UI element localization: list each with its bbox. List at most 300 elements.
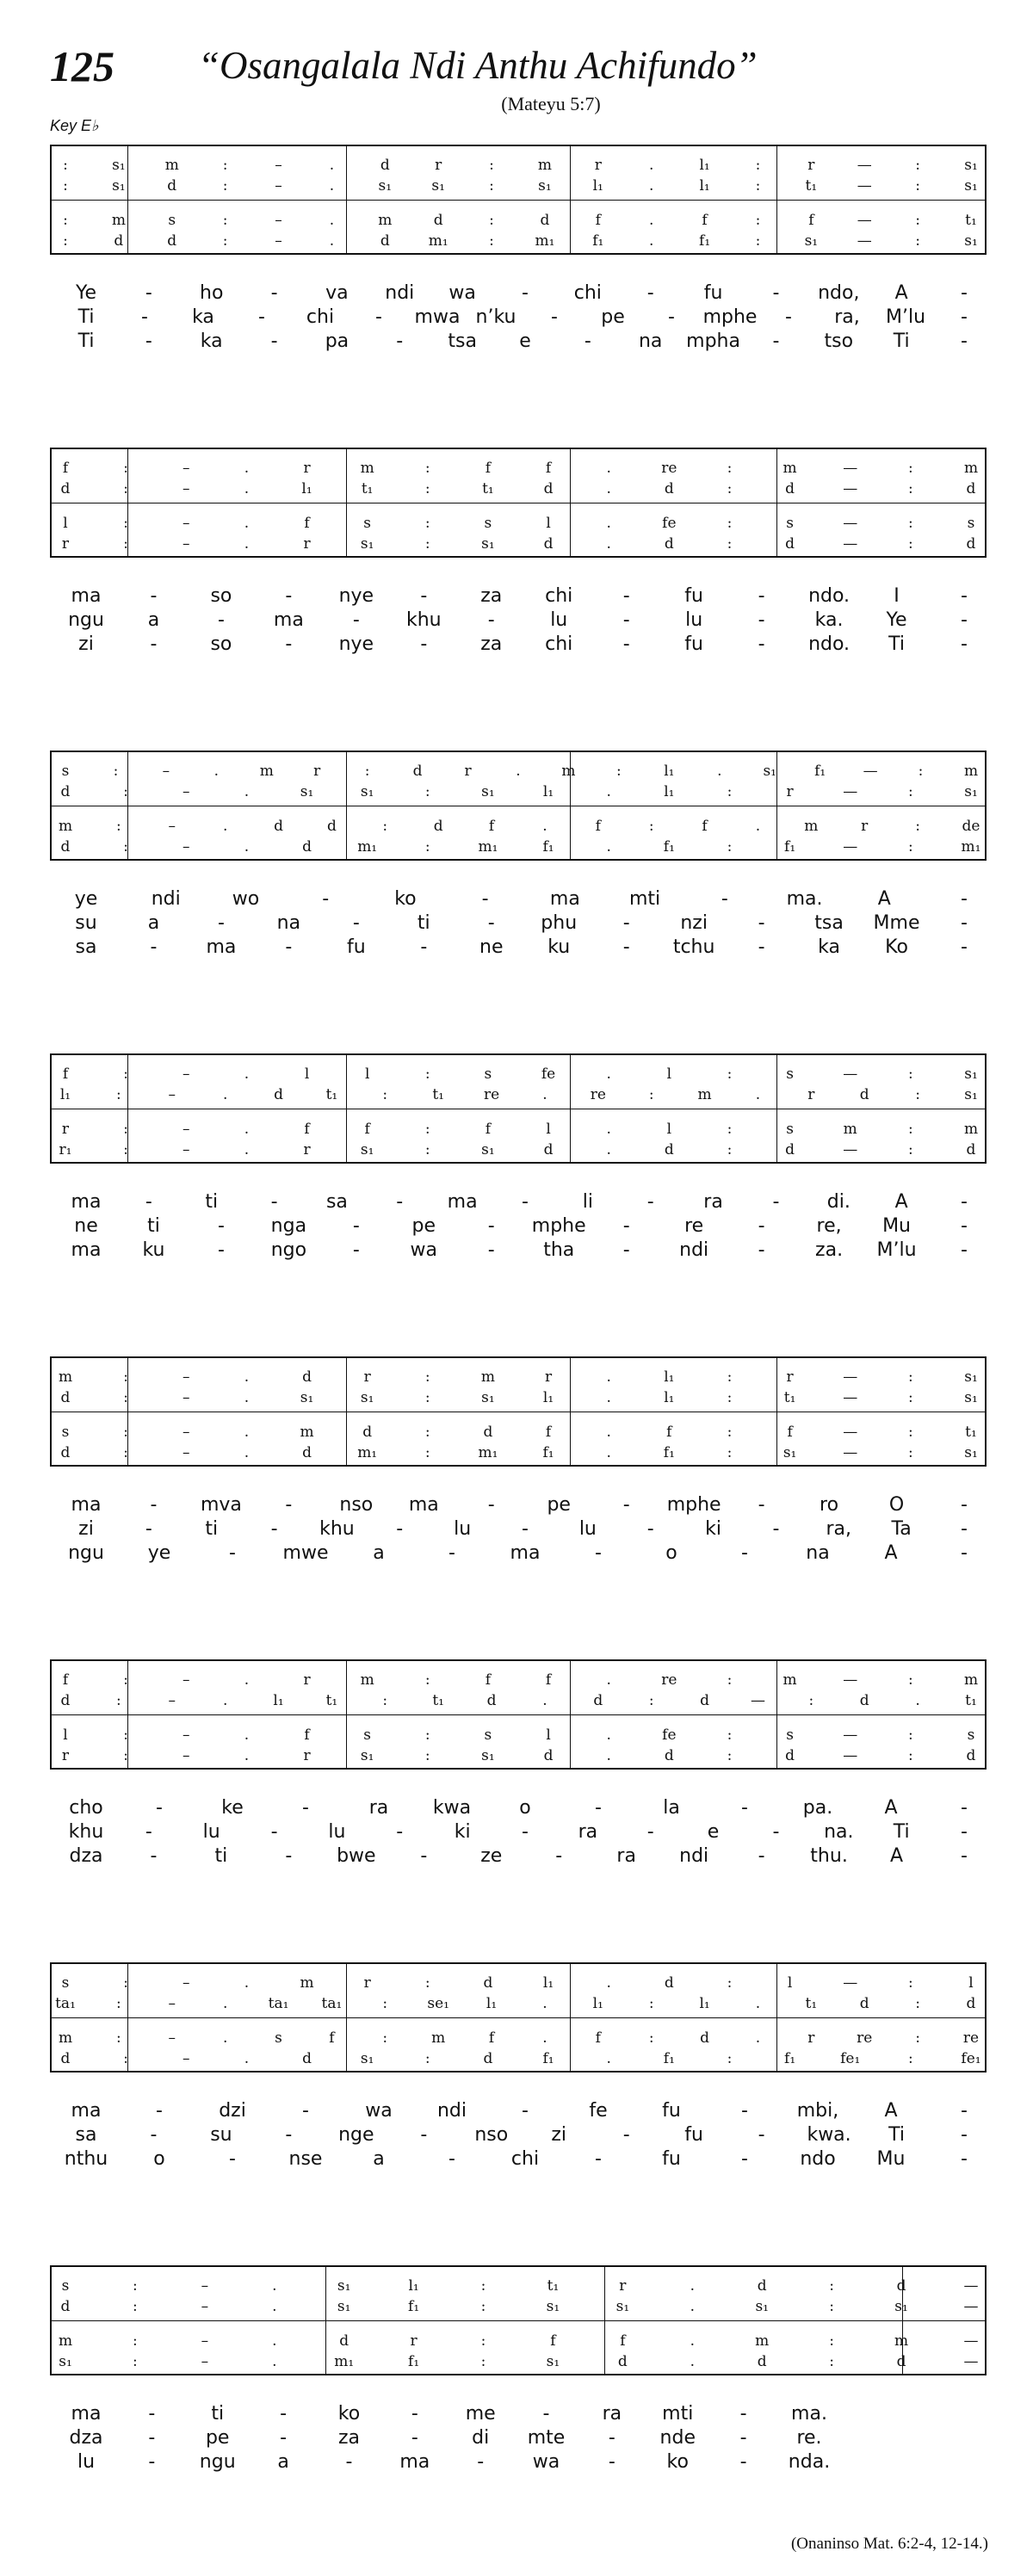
solfa-note: f bbox=[329, 2029, 335, 2047]
lyric-syllable: thu. bbox=[810, 1845, 848, 1867]
solfa-note: : bbox=[382, 1995, 388, 2012]
solfa-note: : bbox=[907, 460, 913, 477]
solfa-note: d bbox=[274, 818, 283, 835]
solfa-note: – bbox=[162, 763, 170, 780]
solfa-note: . bbox=[755, 818, 761, 835]
solfa-note: : bbox=[755, 232, 761, 250]
lyric-syllable: - bbox=[741, 2100, 748, 2122]
solfa-note: m bbox=[360, 460, 374, 477]
solfa-note: l bbox=[787, 1974, 793, 1992]
lyric-syllable: nzi bbox=[680, 912, 708, 934]
solfa-note: – bbox=[275, 177, 282, 195]
solfa-note: l₁ bbox=[542, 783, 554, 800]
solfa-note: : bbox=[907, 1368, 913, 1386]
solfa-note: . bbox=[606, 480, 611, 497]
solfa-note: s₁ bbox=[337, 2298, 351, 2315]
solfa-note: s₁ bbox=[964, 157, 978, 174]
solfa-note: m₁ bbox=[478, 1444, 498, 1461]
solfa-note: : bbox=[907, 1727, 913, 1744]
lyric-syllable: - bbox=[285, 1845, 293, 1867]
lyric-syllable: ra bbox=[602, 2403, 622, 2425]
lyric-syllable: so bbox=[210, 585, 232, 607]
lyric-syllable: pe bbox=[547, 1494, 571, 1516]
solfa-note: l₁ bbox=[699, 1995, 710, 2012]
lyric-syllable: ngu bbox=[68, 1542, 104, 1564]
solfa-note: . bbox=[649, 157, 654, 174]
lyric-syllable: - bbox=[141, 306, 148, 328]
lyric-syllable: fu bbox=[662, 2148, 681, 2170]
solfa-note: l₁ bbox=[408, 2277, 419, 2295]
lyric-syllable: - bbox=[420, 585, 428, 607]
solfa-note: : bbox=[123, 1974, 128, 1992]
solfa-note: s₁ bbox=[804, 232, 819, 250]
lyric-syllable: nde bbox=[659, 2427, 696, 2449]
lyric-syllable: ra bbox=[578, 1821, 598, 1843]
solfa-note: f₁ bbox=[408, 2298, 420, 2315]
lyric-syllable: e bbox=[519, 330, 531, 352]
solfa-note: d bbox=[60, 838, 71, 856]
lyric-syllable: - bbox=[522, 1518, 529, 1540]
solfa-note: – bbox=[182, 1747, 190, 1764]
lyric-syllable: mva bbox=[200, 1494, 242, 1516]
lyric-syllable: ndo bbox=[800, 2148, 836, 2170]
solfa-note: . bbox=[244, 460, 250, 477]
solfa-note: l bbox=[968, 1974, 974, 1992]
lyric-syllable: so bbox=[210, 633, 232, 655]
solfa-note: m bbox=[431, 2029, 446, 2047]
solfa-note: : bbox=[222, 157, 228, 174]
solfa-note: l₁ bbox=[592, 1995, 603, 2012]
solfa-note: l₁ bbox=[699, 177, 710, 195]
solfa-note: : bbox=[123, 1141, 128, 1158]
solfa-note: — bbox=[843, 480, 858, 497]
solfa-note: f₁ bbox=[542, 1444, 554, 1461]
lyric-syllable: - bbox=[961, 1191, 968, 1213]
hymn-number: 125 bbox=[50, 42, 114, 90]
lyric-syllable: - bbox=[961, 1215, 968, 1237]
solfa-note: : bbox=[727, 515, 733, 532]
lyric-syllable: - bbox=[322, 888, 330, 910]
lyric-syllable: chi bbox=[545, 585, 573, 607]
solfa-note: r bbox=[303, 535, 311, 553]
solfa-note: : bbox=[727, 1141, 733, 1158]
solfa-note: . bbox=[222, 1086, 228, 1103]
solfa-note: d bbox=[60, 2050, 71, 2067]
lyric-syllable: o bbox=[519, 1797, 531, 1819]
lyric-syllable: mwa bbox=[414, 306, 461, 328]
solfa-note: t₁ bbox=[325, 1086, 338, 1103]
lyric-syllable: - bbox=[772, 1191, 780, 1213]
solfa-note: fe bbox=[541, 1066, 556, 1083]
solfa-note: l bbox=[63, 1727, 68, 1744]
lyric-syllable: - bbox=[758, 585, 765, 607]
lyric-syllable: Ti bbox=[893, 330, 910, 352]
solfa-note: f₁ bbox=[542, 2050, 554, 2067]
solfa-note: r bbox=[313, 763, 321, 780]
solfa-note: – bbox=[168, 818, 176, 835]
solfa-note: f bbox=[364, 1121, 370, 1138]
lyric-syllable: chi bbox=[573, 282, 602, 304]
solfa-note: m bbox=[378, 212, 393, 229]
solfa-note: . bbox=[606, 1974, 611, 1992]
solfa-staff bbox=[50, 145, 987, 255]
solfa-note: l₁ bbox=[542, 1974, 554, 1992]
lyric-syllable: ma. bbox=[791, 2403, 827, 2425]
solfa-note: – bbox=[201, 2332, 209, 2350]
solfa-note: : bbox=[480, 2332, 486, 2350]
lyric-syllable: khu bbox=[319, 1518, 355, 1540]
solfa-note: d bbox=[859, 1995, 869, 2012]
lyric-syllable: - bbox=[229, 2148, 236, 2170]
lyric-syllable: - bbox=[961, 1821, 968, 1843]
solfa-note: : bbox=[727, 1747, 733, 1764]
solfa-note: m bbox=[58, 2332, 73, 2350]
lyric-syllable: - bbox=[156, 1797, 163, 1819]
solfa-note: : bbox=[648, 1995, 654, 2012]
lyric-syllable: ndo, bbox=[818, 282, 860, 304]
lyric-syllable: - bbox=[961, 282, 968, 304]
solfa-note: re bbox=[483, 1086, 500, 1103]
solfa-note: f bbox=[545, 460, 552, 477]
solfa-note: r bbox=[786, 1368, 794, 1386]
lyric-syllable: Ti bbox=[888, 633, 905, 655]
solfa-note: d bbox=[302, 1368, 312, 1386]
solfa-note: : bbox=[727, 535, 733, 553]
solfa-note: t₁ bbox=[965, 1424, 977, 1441]
solfa-note: : bbox=[907, 1121, 913, 1138]
solfa-note: – bbox=[168, 2029, 176, 2047]
lyric-syllable: - bbox=[595, 2148, 602, 2170]
lyric-syllable: ti bbox=[147, 1215, 160, 1237]
solfa-note: s₁ bbox=[964, 177, 978, 195]
solfa-note: : bbox=[116, 818, 121, 835]
solfa-note: : bbox=[727, 1727, 733, 1744]
solfa-note: . bbox=[755, 2029, 761, 2047]
solfa-note: l₁ bbox=[664, 763, 675, 780]
lyric-syllable: - bbox=[420, 1845, 428, 1867]
solfa-note: : bbox=[489, 177, 494, 195]
solfa-note: . bbox=[606, 1424, 611, 1441]
solfa-note: r bbox=[786, 783, 794, 800]
lyric-syllable: - bbox=[622, 2124, 630, 2146]
solfa-note: : bbox=[424, 1121, 430, 1138]
solfa-note: . bbox=[329, 232, 335, 250]
solfa-note: – bbox=[182, 480, 190, 497]
lyric-syllable: - bbox=[961, 609, 968, 631]
solfa-note: f bbox=[62, 1066, 69, 1083]
solfa-note: t₁ bbox=[965, 212, 977, 229]
lyric-syllable: a bbox=[277, 2451, 289, 2473]
lyric-syllable: ka bbox=[818, 936, 840, 958]
solfa-note: m bbox=[963, 1121, 979, 1138]
lyric-syllable: Ti bbox=[77, 306, 95, 328]
solfa-note: s₁ bbox=[964, 1444, 978, 1461]
solfa-note: f₁ bbox=[784, 838, 796, 856]
solfa-note: f bbox=[485, 460, 492, 477]
lyric-syllable: - bbox=[584, 330, 591, 352]
solfa-note: r bbox=[410, 2332, 418, 2350]
solfa-note: t₁ bbox=[547, 2277, 560, 2295]
lyric-syllable: - bbox=[622, 609, 630, 631]
solfa-note: d bbox=[966, 1995, 976, 2012]
solfa-note: d bbox=[785, 1141, 795, 1158]
solfa-note: f bbox=[595, 212, 601, 229]
lyric-syllable: - bbox=[622, 1494, 630, 1516]
lyric-syllable: ma bbox=[71, 1494, 102, 1516]
solfa-note: : bbox=[113, 763, 119, 780]
solfa-note: . bbox=[755, 1086, 761, 1103]
solfa-note: : bbox=[915, 2029, 920, 2047]
solfa-note: – bbox=[182, 1121, 190, 1138]
lyric-syllable: - bbox=[487, 1215, 495, 1237]
solfa-note: . bbox=[244, 1424, 250, 1441]
solfa-note: m₁ bbox=[334, 2353, 355, 2370]
solfa-note: . bbox=[244, 1974, 250, 1992]
solfa-note: : bbox=[915, 212, 920, 229]
lyric-syllable: - bbox=[217, 1239, 225, 1261]
solfa-note: : bbox=[116, 1692, 121, 1709]
lyric-syllable: - bbox=[217, 912, 225, 934]
lyric-syllable: ma bbox=[408, 1494, 439, 1516]
lyric-syllable: - bbox=[487, 1494, 495, 1516]
lyric-syllable: sa bbox=[325, 1191, 348, 1213]
solfa-note: d bbox=[60, 783, 71, 800]
solfa-note: s₁ bbox=[964, 1368, 978, 1386]
solfa-note: re bbox=[857, 2029, 873, 2047]
solfa-note: d bbox=[859, 1086, 869, 1103]
lyric-syllable: - bbox=[396, 1821, 404, 1843]
lyric-syllable: ma bbox=[206, 936, 237, 958]
lyric-syllable: fu bbox=[346, 936, 366, 958]
lyric-syllable: ndi bbox=[151, 888, 181, 910]
solfa-note: r bbox=[464, 763, 472, 780]
lyric-syllable: bwe bbox=[337, 1845, 376, 1867]
lyric-syllable: - bbox=[522, 1191, 529, 1213]
solfa-note: : bbox=[907, 2050, 913, 2067]
solfa-note: l₁ bbox=[664, 783, 675, 800]
solfa-note: : bbox=[907, 535, 913, 553]
solfa-note: . bbox=[272, 2298, 277, 2315]
solfa-note: — bbox=[750, 1692, 765, 1709]
lyric-syllable: - bbox=[772, 1518, 780, 1540]
solfa-note: . bbox=[649, 177, 654, 195]
solfa-note: s bbox=[484, 1066, 492, 1083]
lyric-syllable: cho bbox=[69, 1797, 103, 1819]
solfa-note: : bbox=[907, 838, 913, 856]
solfa-note: m bbox=[843, 1121, 857, 1138]
solfa-note: s₁ bbox=[300, 1389, 314, 1406]
lyric-syllable: Ti bbox=[893, 1821, 910, 1843]
lyric-syllable: wa bbox=[448, 282, 476, 304]
solfa-note: d bbox=[274, 1086, 283, 1103]
solfa-note: . bbox=[244, 1671, 250, 1689]
lyric-syllable: ma bbox=[399, 2451, 430, 2473]
lyric-syllable: - bbox=[739, 2427, 747, 2449]
solfa-note: : bbox=[907, 1424, 913, 1441]
solfa-note: s₁ bbox=[964, 1086, 978, 1103]
solfa-note: : bbox=[123, 460, 128, 477]
solfa-note: : bbox=[63, 212, 68, 229]
solfa-note: r bbox=[303, 1671, 311, 1689]
lyric-syllable: pe bbox=[601, 306, 625, 328]
lyric-syllable: - bbox=[646, 1191, 654, 1213]
solfa-note: . bbox=[329, 177, 335, 195]
solfa-note: d bbox=[302, 1444, 312, 1461]
solfa-note: – bbox=[182, 1066, 190, 1083]
solfa-note: d bbox=[412, 763, 423, 780]
lyric-syllable: fu bbox=[684, 633, 703, 655]
solfa-note: : bbox=[907, 515, 913, 532]
solfa-note: : bbox=[755, 157, 761, 174]
solfa-note: : bbox=[123, 2050, 128, 2067]
solfa-note: d bbox=[966, 535, 976, 553]
lyric-syllable: Ta bbox=[891, 1518, 912, 1540]
solfa-note: . bbox=[244, 1066, 250, 1083]
lyric-syllable: ho bbox=[200, 282, 224, 304]
solfa-note: f bbox=[304, 1121, 310, 1138]
solfa-note: f₁ bbox=[814, 763, 826, 780]
lyric-syllable: - bbox=[758, 936, 765, 958]
solfa-note: d bbox=[326, 818, 337, 835]
solfa-note: : bbox=[907, 1671, 913, 1689]
solfa-note: ta₁ bbox=[321, 1995, 343, 2012]
solfa-note: l₁ bbox=[664, 1368, 675, 1386]
solfa-note: l₁ bbox=[592, 177, 603, 195]
solfa-note: — bbox=[843, 1424, 858, 1441]
solfa-note: : bbox=[727, 1368, 733, 1386]
lyric-syllable: ra, bbox=[826, 1518, 852, 1540]
solfa-note: . bbox=[606, 1671, 611, 1689]
solfa-note: d bbox=[540, 212, 550, 229]
lyric-syllable: - bbox=[961, 912, 968, 934]
solfa-note: s₁ bbox=[538, 177, 552, 195]
solfa-note: d bbox=[483, 1974, 493, 1992]
solfa-note: : bbox=[424, 1727, 430, 1744]
lyric-syllable: - bbox=[270, 1191, 278, 1213]
solfa-note: d bbox=[664, 1141, 674, 1158]
solfa-note: m bbox=[164, 157, 179, 174]
lyric-syllable: - bbox=[741, 1542, 748, 1564]
lyric-syllable: - bbox=[721, 888, 728, 910]
solfa-note: : bbox=[829, 2332, 835, 2350]
solfa-note: re bbox=[962, 2029, 980, 2047]
solfa-note: d bbox=[339, 2332, 349, 2350]
lyric-syllable: re, bbox=[816, 1215, 842, 1237]
lyric-syllable: ti bbox=[205, 1518, 219, 1540]
lyric-syllable: ndo. bbox=[808, 585, 851, 607]
lyric-syllable: - bbox=[772, 282, 780, 304]
lyric-syllable: - bbox=[217, 1215, 225, 1237]
solfa-note: f bbox=[666, 1424, 672, 1441]
lyric-syllable: - bbox=[285, 633, 293, 655]
solfa-note: d bbox=[785, 480, 795, 497]
solfa-note: : bbox=[116, 2029, 121, 2047]
solfa-note: d bbox=[757, 2277, 767, 2295]
solfa-note: f₁ bbox=[592, 232, 604, 250]
lyric-syllable: tso bbox=[824, 330, 854, 352]
lyric-syllable: - bbox=[961, 1797, 968, 1819]
solfa-note: . bbox=[606, 1141, 611, 1158]
solfa-note: l₁ bbox=[699, 157, 710, 174]
solfa-note: : bbox=[382, 1692, 388, 1709]
lyric-syllable: - bbox=[352, 609, 360, 631]
lyric-syllable: - bbox=[646, 1518, 654, 1540]
solfa-note: t₁ bbox=[361, 480, 374, 497]
lyric-syllable: - bbox=[411, 2403, 418, 2425]
lyric-syllable: wa bbox=[365, 2100, 393, 2122]
solfa-note: : bbox=[424, 1066, 430, 1083]
solfa-note: d bbox=[60, 2298, 71, 2315]
solfa-note: . bbox=[606, 1368, 611, 1386]
solfa-note: : bbox=[907, 1141, 913, 1158]
solfa-note: : bbox=[915, 1086, 920, 1103]
solfa-note: s₁ bbox=[481, 1389, 495, 1406]
lyric-syllable: la bbox=[663, 1797, 680, 1819]
solfa-note: : bbox=[755, 212, 761, 229]
lyric-syllable: ndi bbox=[679, 1845, 709, 1867]
lyric-syllable: - bbox=[145, 1191, 152, 1213]
solfa-note: d bbox=[859, 1692, 869, 1709]
solfa-note: s bbox=[61, 1424, 70, 1441]
solfa-note: f bbox=[488, 818, 495, 835]
lyric-syllable: - bbox=[145, 282, 152, 304]
solfa-note: . bbox=[222, 1995, 228, 2012]
lyric-syllable: ma bbox=[510, 1542, 541, 1564]
lyric-syllable: na. bbox=[824, 1821, 854, 1843]
solfa-note: : bbox=[424, 1444, 430, 1461]
lyric-syllable: A bbox=[884, 1797, 898, 1819]
solfa-note: m₁ bbox=[478, 838, 498, 856]
lyric-syllable: re. bbox=[796, 2427, 822, 2449]
lyric-syllable: - bbox=[961, 936, 968, 958]
lyric-syllable: - bbox=[420, 936, 428, 958]
solfa-note: . bbox=[606, 1066, 611, 1083]
solfa-note: t₁ bbox=[965, 1692, 977, 1709]
lyric-syllable: chi bbox=[545, 633, 573, 655]
solfa-note: f bbox=[702, 212, 708, 229]
solfa-note: . bbox=[329, 157, 335, 174]
scripture-reference: (Mateyu 5:7) bbox=[501, 93, 601, 114]
lyric-syllable: pa bbox=[325, 330, 349, 352]
solfa-note: d bbox=[167, 232, 177, 250]
solfa-note: . bbox=[606, 1121, 611, 1138]
lyric-syllable: ma bbox=[71, 1191, 102, 1213]
lyric-syllable: su bbox=[75, 912, 97, 934]
solfa-note: r bbox=[61, 535, 70, 553]
lyric-syllable: - bbox=[772, 330, 780, 352]
solfa-note: s bbox=[967, 1727, 975, 1744]
lyric-syllable: ye bbox=[74, 888, 98, 910]
lyric-syllable: di. bbox=[826, 1191, 851, 1213]
solfa-note: m bbox=[480, 1368, 495, 1386]
voice-divider bbox=[52, 2017, 985, 2018]
solfa-note: : bbox=[907, 783, 913, 800]
lyric-syllable: - bbox=[477, 2451, 485, 2473]
lyric-syllable: ma bbox=[71, 2100, 102, 2122]
lyric-syllable: Ko bbox=[885, 936, 908, 958]
lyric-syllable: ma. bbox=[786, 888, 823, 910]
lyric-syllable: nge bbox=[338, 2124, 374, 2146]
solfa-note: m bbox=[782, 1671, 797, 1689]
lyric-syllable: ka bbox=[200, 330, 223, 352]
solfa-note: m bbox=[697, 1086, 712, 1103]
solfa-note: . bbox=[542, 1086, 547, 1103]
solfa-note: d bbox=[785, 1747, 795, 1764]
solfa-note: . bbox=[222, 2029, 228, 2047]
solfa-note: f bbox=[304, 1727, 310, 1744]
lyric-syllable: - bbox=[375, 306, 382, 328]
solfa-note: : bbox=[727, 1121, 733, 1138]
